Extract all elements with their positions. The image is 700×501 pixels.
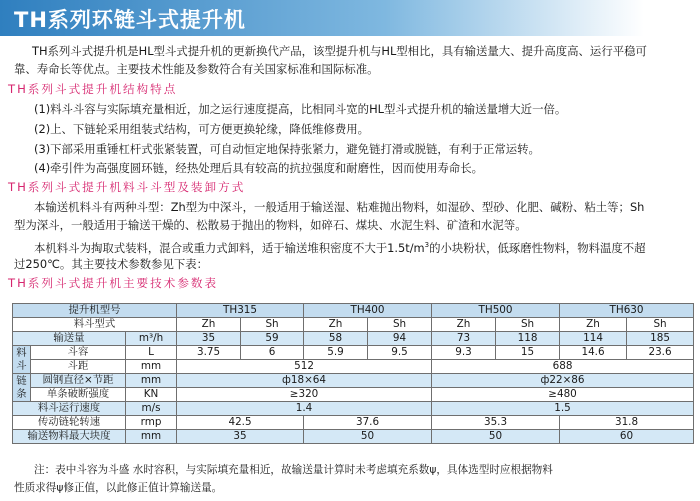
strength-unit: KN	[126, 388, 177, 402]
rpm-value: 35.3	[432, 416, 560, 430]
lump-value: 35	[177, 430, 304, 444]
volume-value: 9.5	[368, 346, 432, 360]
capacity-value: 73	[432, 332, 496, 346]
title-banner	[0, 0, 700, 36]
type-cell: Sh	[241, 318, 304, 332]
chain-size-value: ф22×86	[432, 374, 694, 388]
rpm-value: 31.8	[560, 416, 694, 430]
feature-item-2: (2)上、下链轮采用组装式结构，可方便更换轮缘，降低维修费用。	[34, 122, 370, 136]
table-row-speed	[13, 402, 694, 416]
chain-size-label: 圆钢直径×节距	[31, 374, 126, 388]
bucket-text-3a: 本机料斗为掏取式装料，混合或重力式卸料，适于输送堆积密度不大于1.5t/m	[34, 240, 425, 255]
page-title: TH系列环链斗式提升机	[14, 8, 246, 32]
volume-label: 斗容	[31, 346, 126, 360]
parameter-table	[12, 303, 694, 444]
feature-item-3: (3)下部采用重锤杠杆式张紧装置，可自动恒定地保持张紧力，避免链打滑或脱链，有利于正常运转。	[34, 142, 540, 156]
volume-unit: L	[126, 346, 177, 360]
capacity-value: 94	[368, 332, 432, 346]
table-row-model	[13, 304, 694, 318]
speed-value: 1.5	[432, 402, 694, 416]
table-note-2: 性质求得ψ修正值，以此修正值计算输送量。	[14, 482, 223, 494]
capacity-unit: m³/h	[126, 332, 177, 346]
speed-unit: m/s	[126, 402, 177, 416]
bucket-text-3b: 的小块粉状，低琢磨性物料，物料温度不超	[429, 240, 646, 255]
lump-value: 50	[432, 430, 560, 444]
rpm-label: 传动链轮转速	[13, 416, 126, 430]
speed-value: 1.4	[177, 402, 432, 416]
strength-label: 单条破断强度	[31, 388, 126, 402]
table-row-rpm	[13, 416, 694, 430]
model-th630: TH630	[560, 304, 694, 318]
type-cell: Zh	[177, 318, 241, 332]
table-note-1: 注：表中斗容为斗盛 水时容积，与实际填充量相近，故输送量计算时未考虑填充系数ψ，具体选型时应根据物料	[34, 464, 553, 476]
capacity-value: 185	[627, 332, 694, 346]
capacity-value: 58	[304, 332, 368, 346]
volume-value: 15	[496, 346, 560, 360]
bucket-heading: TH系列斗式提升机料斗斗型及装卸方式	[8, 180, 246, 194]
type-cell: Sh	[368, 318, 432, 332]
volume-value: 14.6	[560, 346, 627, 360]
table-row-capacity	[13, 332, 694, 346]
model-label: 提升机型号	[13, 304, 177, 318]
capacity-value: 35	[177, 332, 241, 346]
strength-value: ≥320	[177, 388, 432, 402]
capacity-value: 59	[241, 332, 304, 346]
intro-line-2: 靠、寿命长等优点。主要技术性能及参数符合有关国家标准和国际标准。	[14, 62, 379, 76]
pitch-label: 斗距	[31, 360, 126, 374]
lump-unit: mm	[126, 430, 177, 444]
table-row-bucket-type	[13, 318, 694, 332]
type-cell: Sh	[627, 318, 694, 332]
bucket-text-1: 本输送机料斗有两种斗型：Zh型为中深斗，一般适用于输送湿、粘难抛出物料，如湿砂、型砂、化肥、碱粉、粘土等；Sh	[34, 200, 645, 214]
side-label-chain: 链条	[13, 374, 31, 402]
table-row-chain-strength	[13, 388, 694, 402]
feature-item-1: (1)料斗斗容与实际填充量相近，加之运行速度提高，比相同斗宽的HL型斗式提升机的输送量增大近一倍。	[34, 102, 567, 116]
type-cell: Zh	[560, 318, 627, 332]
lump-label: 输送物料最大块度	[13, 430, 126, 444]
pitch-value: 688	[432, 360, 694, 374]
pitch-value: 512	[177, 360, 432, 374]
table-row-chain-size	[13, 374, 694, 388]
lump-value: 60	[560, 430, 694, 444]
rpm-value: 37.6	[304, 416, 432, 430]
volume-value: 6	[241, 346, 304, 360]
model-th315: TH315	[177, 304, 304, 318]
type-cell: Sh	[496, 318, 560, 332]
chain-size-value: ф18×64	[177, 374, 432, 388]
chain-size-unit: mm	[126, 374, 177, 388]
volume-value: 9.3	[432, 346, 496, 360]
volume-value: 3.75	[177, 346, 241, 360]
intro-line-1: TH系列斗式提升机是HL型斗式提升机的更新换代产品，该型提升机与HL型相比，具有输送量大、提升高度高、运行平稳可	[32, 44, 647, 58]
rpm-unit: rmp	[126, 416, 177, 430]
features-heading: TH系列斗式提升机结构特点	[8, 82, 178, 96]
model-th500: TH500	[432, 304, 560, 318]
bucket-text-3	[34, 236, 646, 257]
volume-value: 5.9	[304, 346, 368, 360]
pitch-unit: mm	[126, 360, 177, 374]
feature-item-4: (4)牵引件为高强度圆环链，经热处理后具有较高的抗拉强度和耐磨性，因而使用寿命长。	[34, 161, 483, 175]
strength-value: ≥480	[432, 388, 694, 402]
model-th400: TH400	[304, 304, 432, 318]
table-row-bucket-volume	[13, 346, 694, 360]
type-cell: Zh	[304, 318, 368, 332]
volume-value: 23.6	[627, 346, 694, 360]
rpm-value: 42.5	[177, 416, 304, 430]
cubic-superscript: 3	[424, 241, 430, 249]
capacity-label: 输送量	[13, 332, 126, 346]
table-row-bucket-pitch	[13, 360, 694, 374]
bucket-type-label: 料斗型式	[13, 318, 177, 332]
params-heading: TH系列斗式提升机主要技术参数表	[8, 276, 219, 290]
bucket-text-2: 型为深斗，一般适用于输送干燥的、松散易于抛出的物料，如碎石、煤块、水泥生料、矿渣和水泥等。	[14, 218, 527, 232]
side-label-bucket: 料斗	[13, 346, 31, 374]
lump-value: 50	[304, 430, 432, 444]
bucket-text-4: 过250℃。其主要技术参数参见下表：	[14, 257, 209, 271]
table-row-lump	[13, 430, 694, 444]
type-cell: Zh	[432, 318, 496, 332]
capacity-value: 114	[560, 332, 627, 346]
capacity-value: 118	[496, 332, 560, 346]
speed-label: 料斗运行速度	[13, 402, 126, 416]
